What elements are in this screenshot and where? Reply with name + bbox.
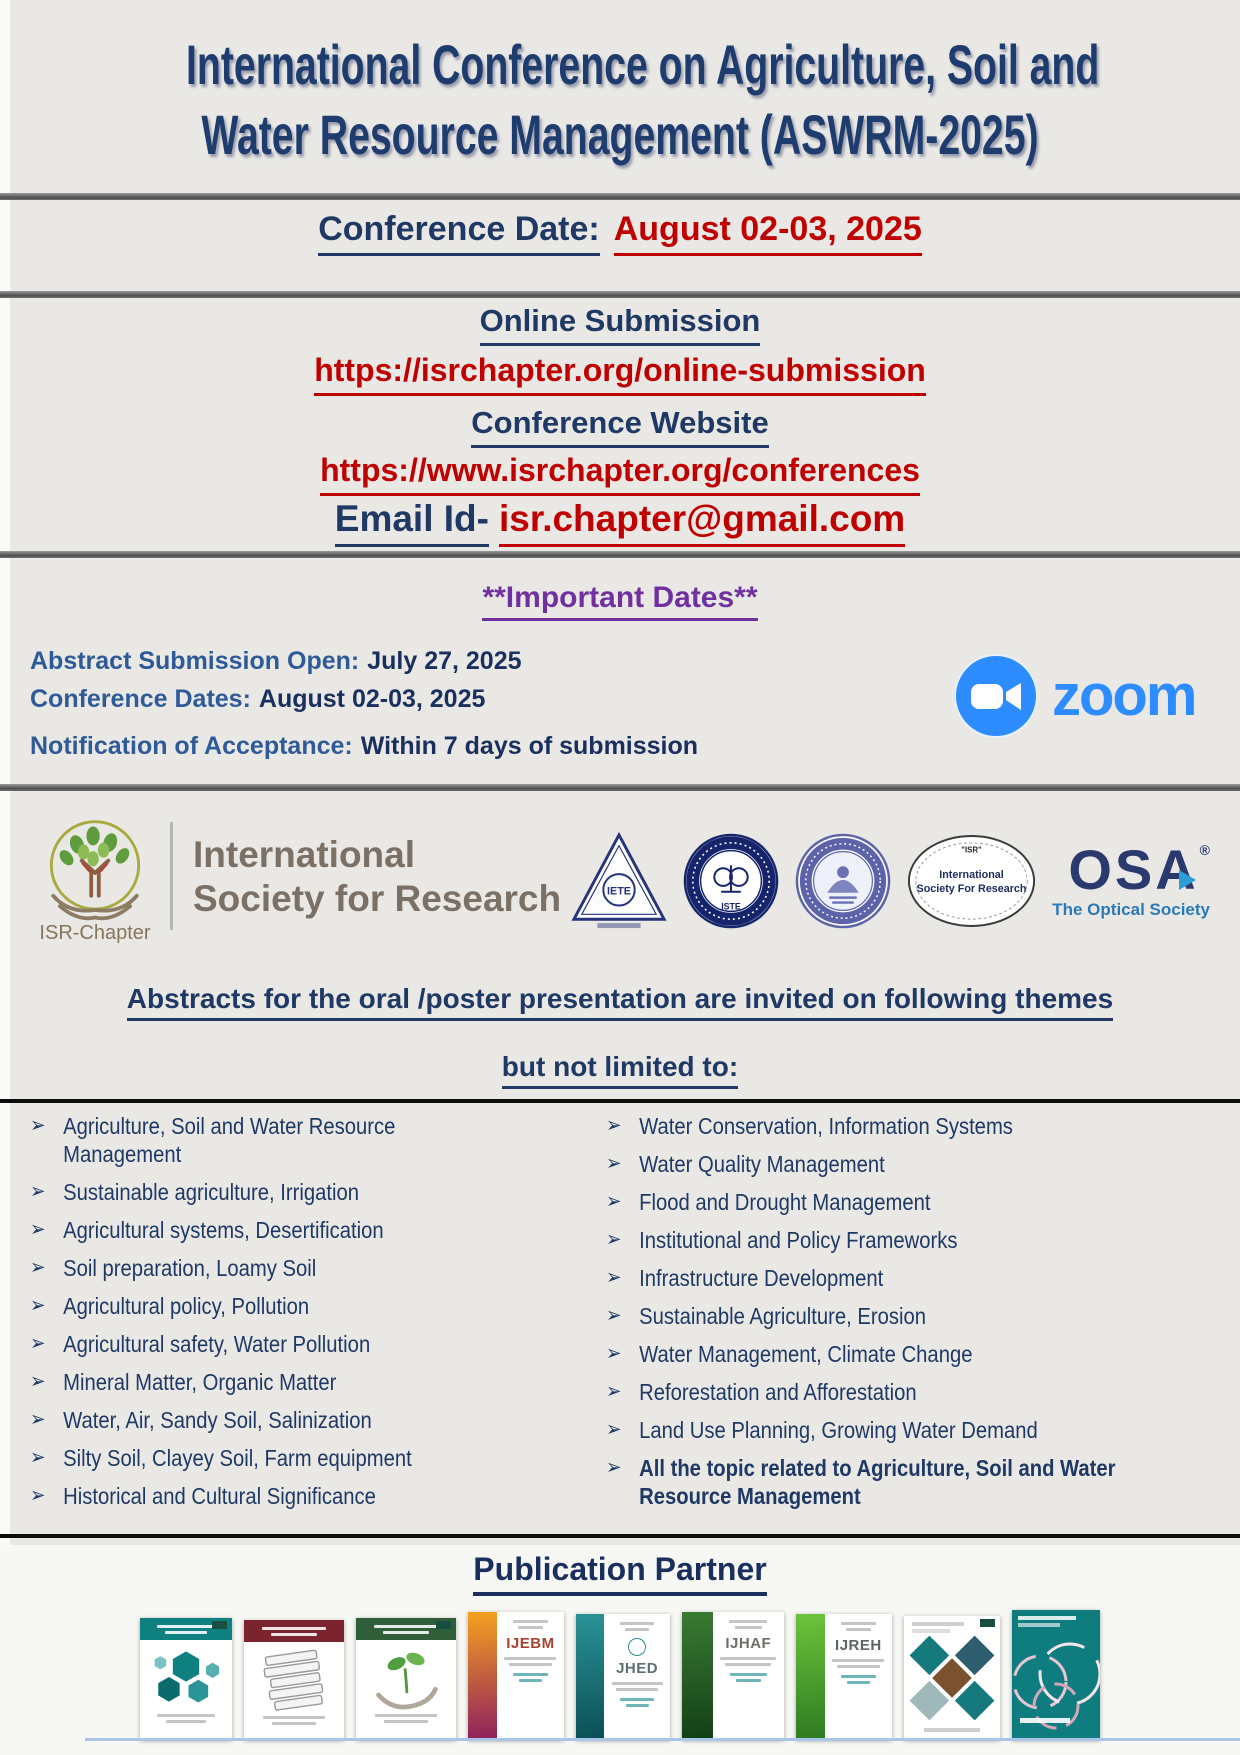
society-seals-row <box>570 830 1210 932</box>
isr-seal-logo <box>906 832 1038 930</box>
conference-date-line <box>0 210 1240 249</box>
arrow-bullet-icon: ➢ <box>30 1294 46 1317</box>
theme-item <box>606 1264 1164 1292</box>
arrow-bullet-icon: ➢ <box>606 1266 622 1289</box>
theme-item-label: Flood and Drought Management <box>639 1189 931 1215</box>
conference-date-value: August 02-03, 2025 <box>614 210 922 256</box>
themes-heading-line2: but not limited to: <box>0 1051 1240 1083</box>
teal-hexagons-journal-cover <box>140 1618 232 1740</box>
iste-logo <box>682 832 780 930</box>
institution-of-engineers-logo <box>794 832 892 930</box>
theme-item <box>30 1178 523 1206</box>
theme-item <box>606 1150 1164 1178</box>
bottom-rule <box>85 1738 1240 1741</box>
arrow-bullet-icon: ➢ <box>30 1370 46 1393</box>
themes-heading-line1: Abstracts for the oral /poster presentation are invited on following themes <box>0 983 1240 1015</box>
important-date-item: Notification of Acceptance: Within 7 days of submission <box>30 732 699 760</box>
important-date-item: Abstract Submission Open: July 27, 2025 <box>30 647 522 675</box>
theme-item <box>606 1340 1164 1368</box>
vertical-divider <box>170 822 173 930</box>
arrow-bullet-icon: ➢ <box>30 1484 46 1507</box>
links-section <box>0 299 1240 554</box>
arrow-bullet-icon: ➢ <box>606 1304 622 1327</box>
arrow-bullet-icon: ➢ <box>606 1456 622 1479</box>
arrow-bullet-icon: ➢ <box>30 1332 46 1355</box>
online-submission-link[interactable]: https://isrchapter.org/online-submission <box>314 352 926 396</box>
osa-wordmark: OSA <box>1068 837 1199 901</box>
themes-left-list <box>0 1112 590 1520</box>
arrow-bullet-icon: ➢ <box>606 1152 622 1175</box>
important-dates-heading: **Important Dates** <box>0 581 1240 615</box>
theme-item <box>30 1330 523 1358</box>
important-dates-list <box>30 647 790 760</box>
theme-item-label: Sustainable Agriculture, Erosion <box>639 1303 927 1329</box>
divider <box>0 193 1240 200</box>
title-line-2: Water Resource Management (ASWRM-2025) <box>201 103 1039 166</box>
theme-item-label: Agricultural systems, Desertification <box>63 1217 384 1243</box>
teal-swirl-journal-cover <box>1012 1610 1100 1740</box>
svg-text:International: International <box>939 868 1005 881</box>
page-title <box>0 30 1240 170</box>
svg-text:"ISR": "ISR" <box>961 845 982 855</box>
theme-item-label: Sustainable agriculture, Irrigation <box>63 1179 359 1205</box>
theme-item-label: Agricultural policy, Pollution <box>63 1293 310 1319</box>
divider <box>0 291 1240 298</box>
important-date-item: Conference Dates: August 02-03, 2025 <box>30 685 486 713</box>
arrow-bullet-icon: ➢ <box>606 1418 622 1441</box>
isr-chapter-caption: ISR-Chapter <box>39 922 151 944</box>
divider <box>0 1534 1240 1538</box>
arrow-bullet-icon: ➢ <box>30 1180 46 1203</box>
title-line-1: International Conference on Agriculture, Soil and <box>186 33 1100 96</box>
theme-item <box>606 1188 1164 1216</box>
theme-item <box>30 1482 523 1510</box>
ijebm-journal-cover: IJEBM <box>468 1612 564 1740</box>
isr-society-name: International Society for Research <box>193 833 562 919</box>
theme-item <box>30 1216 523 1244</box>
osa-registered-mark: ® <box>1199 841 1210 858</box>
themes-right-list <box>590 1112 1240 1520</box>
theme-item-label: Water Conservation, Information Systems <box>639 1113 1013 1139</box>
zoom-wordmark: zoom <box>1052 663 1196 728</box>
publication-partner-heading: Publication Partner <box>0 1551 1240 1588</box>
arrow-bullet-icon: ➢ <box>606 1190 622 1213</box>
arrow-bullet-icon: ➢ <box>606 1342 622 1365</box>
zoom-camera-icon <box>952 652 1040 740</box>
ijreh-journal-cover: IJREH <box>796 1614 892 1740</box>
theme-item-label: Water, Air, Sandy Soil, Salinization <box>63 1407 372 1433</box>
online-submission-label: Online Submission <box>480 303 761 346</box>
theme-item-label: Historical and Cultural Significance <box>63 1483 376 1509</box>
osa-triangle-icon <box>1179 870 1196 890</box>
theme-item-label: Agriculture, Soil and Water Resource Management <box>63 1113 396 1167</box>
arrow-bullet-icon: ➢ <box>30 1446 46 1469</box>
osa-caption: The Optical Society <box>1052 899 1210 919</box>
theme-item-label: Soil preparation, Loamy Soil <box>63 1255 317 1281</box>
theme-item-label: Water Management, Climate Change <box>639 1341 973 1367</box>
ijhaf-journal-cover: IJHAF <box>682 1612 784 1740</box>
divider <box>0 551 1240 558</box>
zoom-logo <box>952 652 1195 740</box>
jhed-journal-cover: JHED <box>576 1614 670 1740</box>
email-link[interactable]: isr.chapter@gmail.com <box>499 498 905 547</box>
divider <box>0 784 1240 791</box>
theme-item <box>606 1226 1164 1254</box>
arrow-bullet-icon: ➢ <box>606 1228 622 1251</box>
theme-item <box>30 1112 523 1168</box>
theme-item-label: Reforestation and Afforestation <box>639 1379 917 1405</box>
theme-item-label: Water Quality Management <box>639 1151 885 1177</box>
green-biotech-journal-cover <box>356 1618 456 1740</box>
arrow-bullet-icon: ➢ <box>606 1380 622 1403</box>
arrow-bullet-icon: ➢ <box>606 1114 622 1137</box>
svg-text:IETE: IETE <box>607 885 632 898</box>
theme-item <box>30 1444 523 1472</box>
conference-website-link[interactable]: https://www.isrchapter.org/conferences <box>320 452 920 496</box>
theme-item <box>30 1254 523 1282</box>
theme-item-label: Institutional and Policy Frameworks <box>639 1227 958 1253</box>
theme-item <box>606 1302 1164 1330</box>
theme-item <box>606 1416 1164 1444</box>
maroon-books-journal-cover <box>244 1620 344 1740</box>
theme-item-label: Mineral Matter, Organic Matter <box>63 1369 337 1395</box>
osa-logo <box>1052 837 1210 920</box>
iete-logo <box>570 830 668 932</box>
theme-item-label: All the topic related to Agriculture, Soil and Water Resource Management <box>639 1455 1116 1509</box>
arrow-bullet-icon: ➢ <box>30 1256 46 1279</box>
theme-item-label: Silty Soil, Clayey Soil, Farm equipment <box>63 1445 412 1471</box>
theme-item <box>606 1454 1164 1510</box>
divider <box>0 1099 1240 1103</box>
theme-item <box>30 1292 523 1320</box>
organizations-row <box>0 808 1240 953</box>
theme-item-label: Agricultural safety, Water Pollution <box>63 1331 371 1357</box>
theme-item <box>606 1378 1164 1406</box>
theme-item-label: Infrastructure Development <box>639 1265 884 1291</box>
theme-item <box>30 1406 523 1434</box>
diamond-mosaic-journal-cover <box>904 1616 1000 1740</box>
conference-website-label: Conference Website <box>471 405 768 448</box>
email-label: Email Id- <box>335 498 489 547</box>
conference-date-label: Conference Date: <box>318 210 600 256</box>
arrow-bullet-icon: ➢ <box>30 1114 46 1137</box>
theme-item <box>606 1112 1164 1140</box>
arrow-bullet-icon: ➢ <box>30 1408 46 1431</box>
theme-item-label: Land Use Planning, Growing Water Demand <box>639 1417 1038 1443</box>
isr-chapter-block <box>34 816 561 945</box>
themes-columns <box>0 1112 1240 1520</box>
arrow-bullet-icon: ➢ <box>30 1218 46 1241</box>
isr-chapter-tree-icon <box>34 816 156 928</box>
svg-text:Society For Research: Society For Research <box>916 882 1027 895</box>
svg-text:ISTE: ISTE <box>721 900 742 911</box>
theme-item <box>30 1368 523 1396</box>
journal-covers-row <box>0 1610 1240 1740</box>
